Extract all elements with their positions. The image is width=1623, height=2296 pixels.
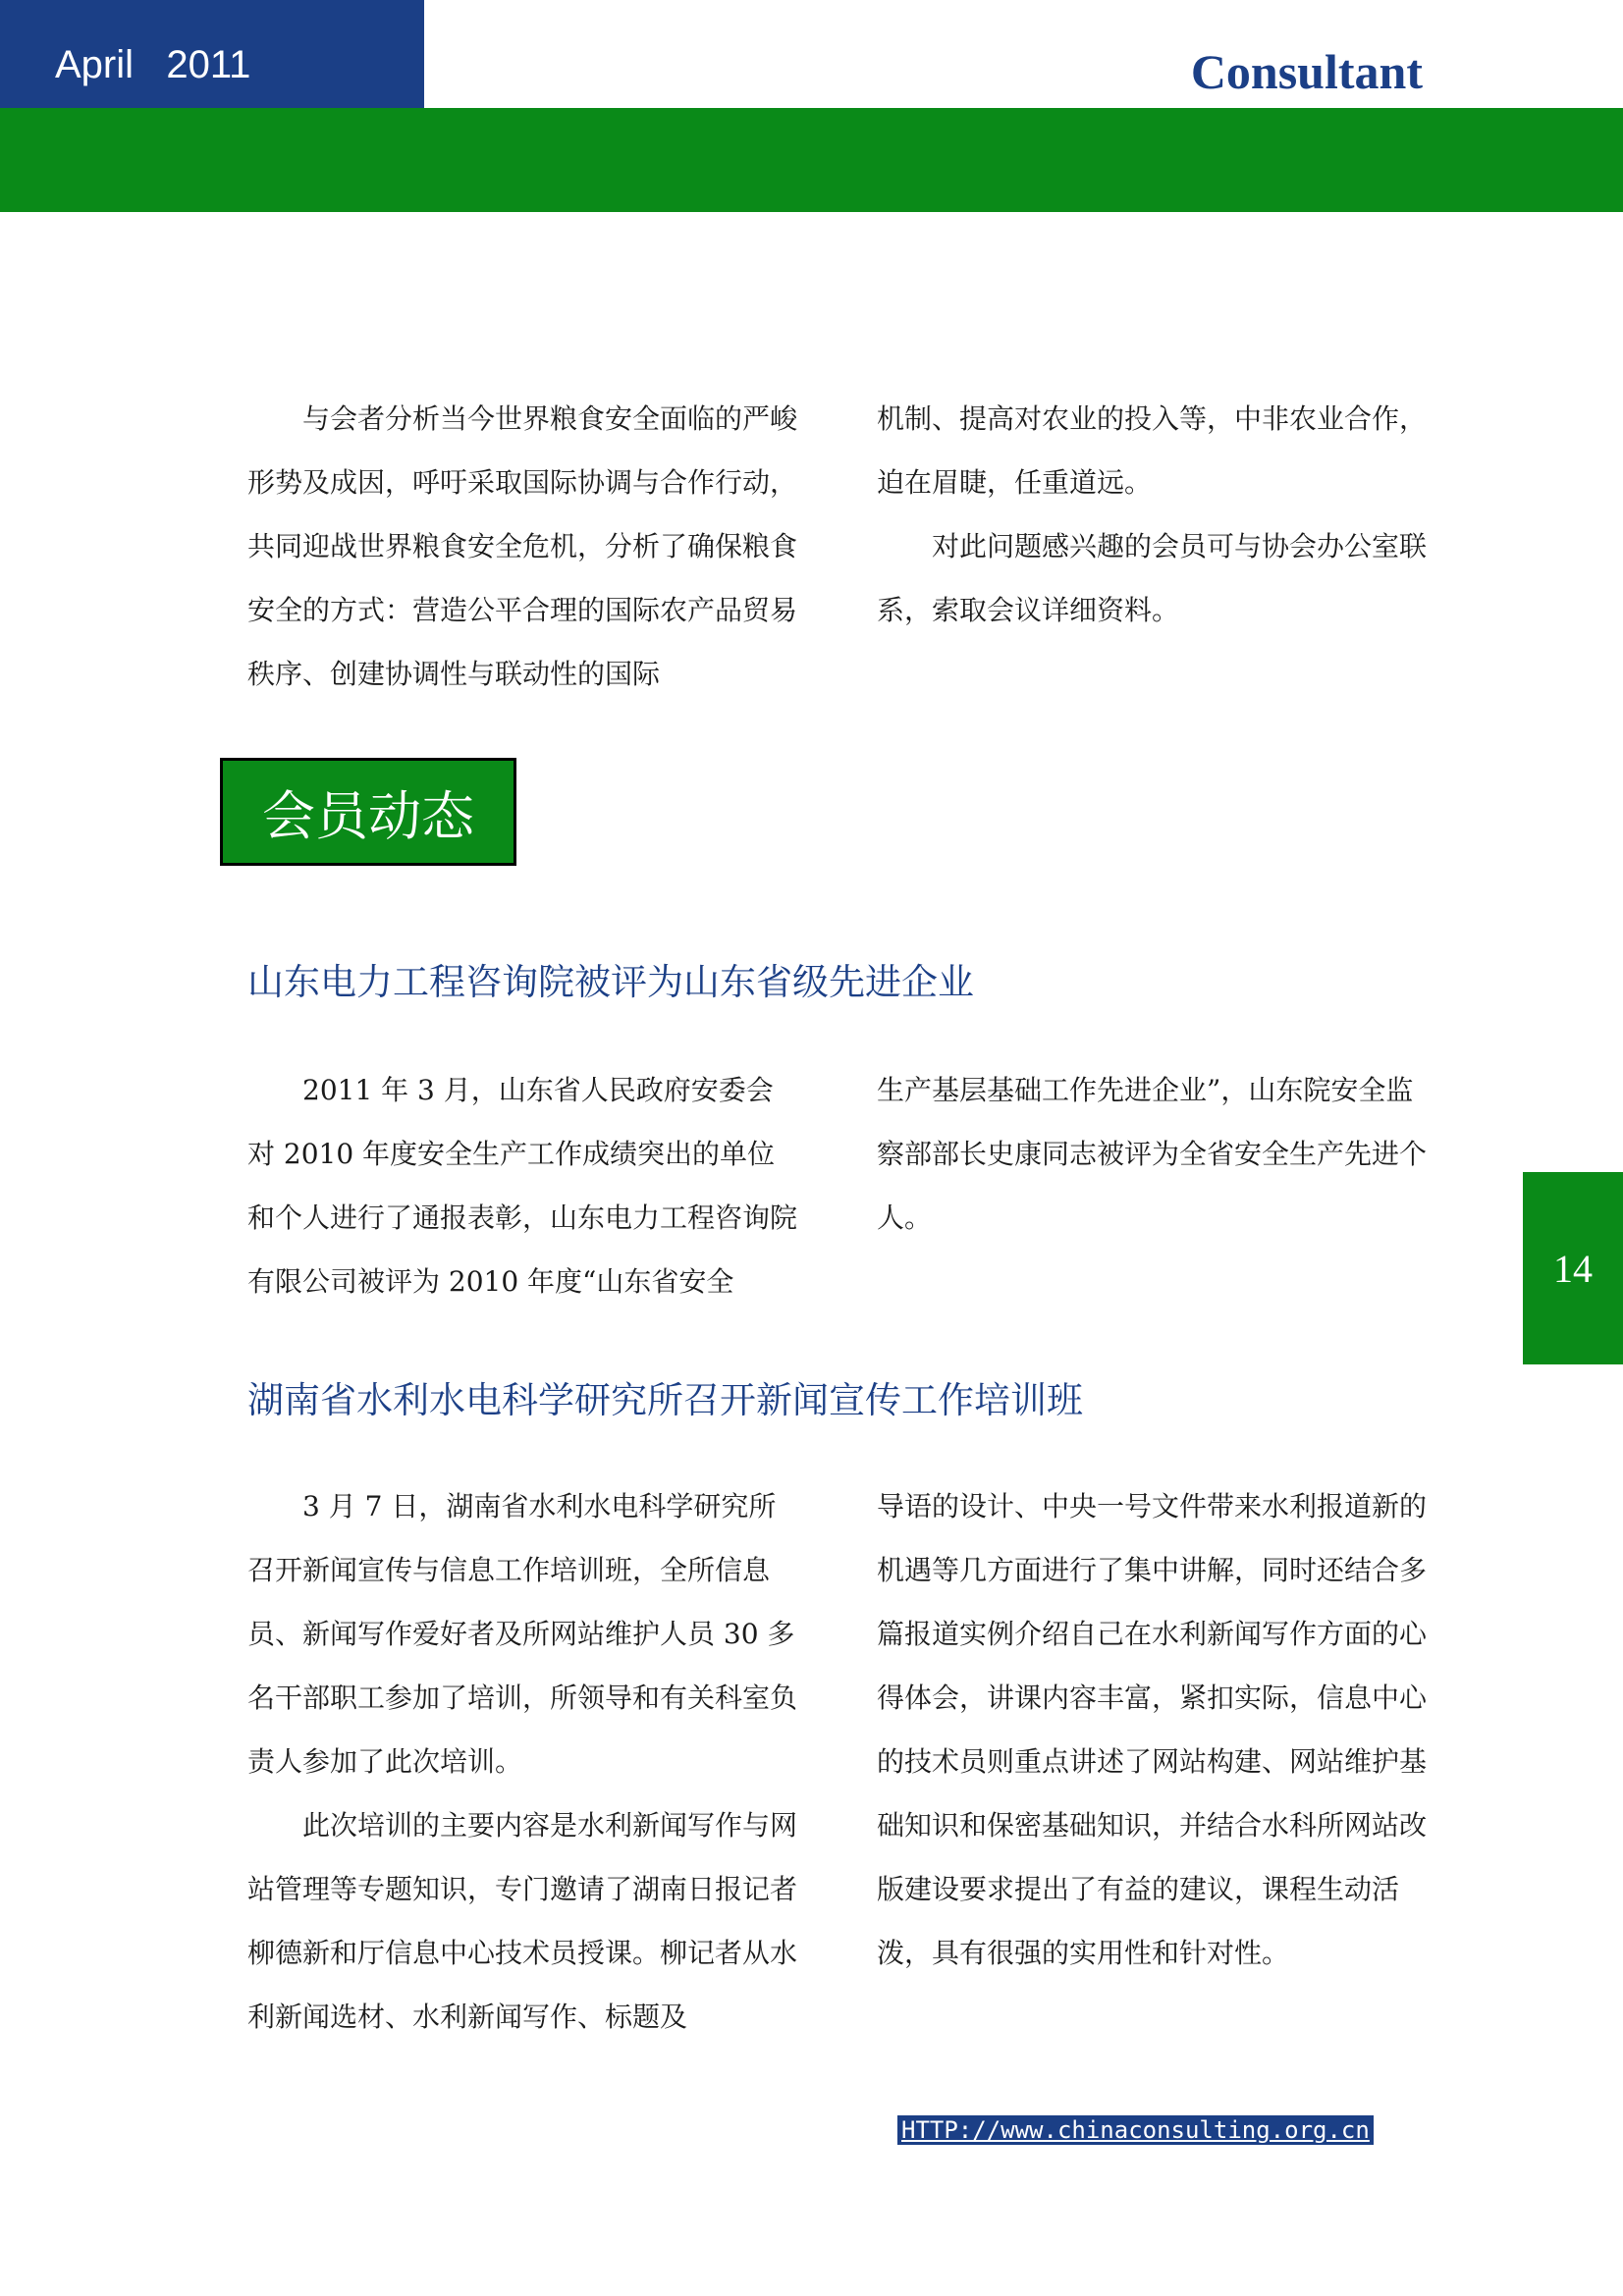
article1-right-column bbox=[877, 1058, 1427, 1250]
header-title: Consultant bbox=[1190, 44, 1423, 99]
header-date: April 2011 bbox=[0, 0, 424, 108]
section-title-box: 会员动态 bbox=[220, 758, 516, 866]
intro-right-paragraph-1: 机制、提高对农业的投入等，中非农业合作，迫在眉睫，任重道远。 bbox=[877, 402, 1428, 499]
article2-left-column bbox=[247, 1474, 797, 2049]
article1-left-paragraph: 2011 年 3 月，山东省人民政府安委会对 2010 年度安全生产工作成绩突出的单位和个人进行了通报表彰，山东电力工程咨询院有限公司被评为 2010 年度“山东省安全 bbox=[247, 1074, 798, 1298]
intro-left-paragraph: 与会者分析当今世界粮食安全面临的严峻形势及成因，呼吁采取国际协调与合作行动，共同迎战世界粮食安全危机，分析了确保粮食安全的方式：营造公平合理的国际农产品贸易秩序、创建协调性与联动性的国际 bbox=[247, 402, 798, 690]
article2-right-paragraph: 导语的设计、中央一号文件带来水利报道新的机遇等几方面进行了集中讲解，同时还结合多篇报道实例介绍自己在水利新闻写作方面的心得体会，讲课内容丰富，紧扣实际，信息中心的技术员则重点讲述了网站构建、网站维护基础知识和保密基础知识，并结合水科所网站改版建设要求提出了有益的建议，课程生动活泼，具有很强的实用性和针对性。 bbox=[877, 1490, 1428, 1969]
header-green-bar bbox=[0, 108, 1623, 212]
article2-right-column bbox=[877, 1474, 1427, 1985]
article2-left-paragraph-1: 3 月 7 日，湖南省水利水电科学研究所召开新闻宣传与信息工作培训班，全所信息员、新闻写作爱好者及所网站维护人员 30 多名干部职工参加了培训，所领导和有关科室负责人参加了此次培训。 bbox=[247, 1490, 798, 1778]
intro-left-column bbox=[247, 387, 797, 706]
article2-title: 湖南省水利水电科学研究所召开新闻宣传工作培训班 bbox=[247, 1379, 1083, 1421]
article2-left-paragraph-2: 此次培训的主要内容是水利新闻写作与网站管理等专题知识，专门邀请了湖南日报记者柳德新和厅信息中心技术员授课。柳记者从水利新闻选材、水利新闻写作、标题及 bbox=[247, 1809, 798, 2033]
page-number-tab: 14 bbox=[1523, 1172, 1623, 1364]
intro-right-paragraph-2: 对此问题感兴趣的会员可与协会办公室联系，索取会议详细资料。 bbox=[877, 530, 1428, 626]
article1-title: 山东电力工程咨询院被评为山东省级先进企业 bbox=[247, 961, 974, 1003]
intro-right-column bbox=[877, 387, 1427, 642]
article1-left-column bbox=[247, 1058, 797, 1313]
footer-url-link[interactable]: HTTP://www.chinaconsulting.org.cn bbox=[897, 2115, 1374, 2145]
article1-right-paragraph: 生产基层基础工作先进企业”，山东院安全监察部部长史康同志被评为全省安全生产先进个人。 bbox=[877, 1074, 1428, 1234]
